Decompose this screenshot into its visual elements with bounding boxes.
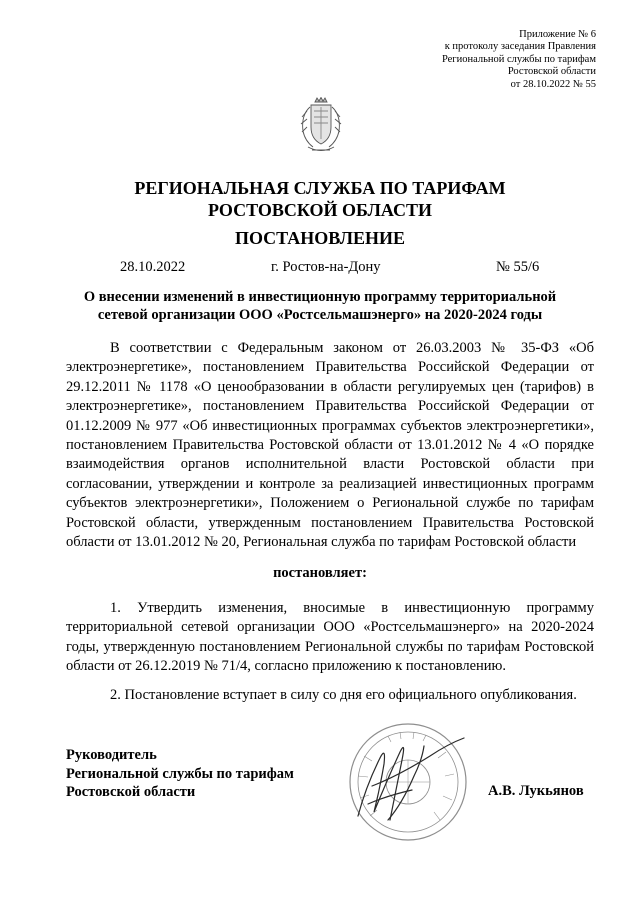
resolution-item-2: 2. Постановление вступает в силу со дня его официального опубликования. [110,687,577,703]
signatory-line-1: Руководитель [66,747,157,763]
resolution-item-1: 1. Утвердить изменения, вносимые в инвестиционную программу территориальной сетевой организации ООО «Ростсельмашэнерго» на 2020-2024 годы, утвержденную постановлением Региональной службы по тарифам Ростовской области от 26.12.2019 № 71/4, согласно приложению к постановлению. [66,600,594,675]
coat-of-arms-icon [298,97,344,155]
decides-heading: постановляет: [273,565,367,581]
document-number: № 55/6 [496,259,540,275]
appendix-line: Региональной службы по тарифам [441,53,596,65]
preamble-paragraph: В соответствии с Федеральным законом от 26.03.2003 № 35-ФЗ «Об электроэнергетике», постановлением Правительства Российской Федерации от 29.12.2011 № 1178 «О ценообразовании в области регулируемых цен (тарифов) в электроэнергетике», постановлением Правительства Российской Федерации от 01.12.2009 № 977 «Об инвестиционных программах субъектов электроэнергетики», постановлением Правительства Ростовской области от 13.01.2012 № 4 «О порядке взаимодействия органов исполнительной власти Ростовской области при согласовании, утверждении и контроле за реализацией инвестиционных программ субъектов электроэнергетики», Положением о Региональной службе по тарифам Ростовской области, утвержденным постановлением Правительства Ростовской области от 13.01.2012 № 20, Региональная служба по тарифам Ростовской области [66,340,594,551]
appendix-line: Приложение № 6 [519,29,596,40]
appendix-line: от 28.10.2022 № 55 [510,78,596,90]
signatory-title [66,746,294,802]
document-city: г. Ростов-на-Дону [271,259,381,275]
signatory-name: А.В. Лукьянов [488,783,584,799]
document-date: 28.10.2022 [120,259,186,275]
signatory-line-3: Ростовской области [66,784,196,800]
handwritten-signature-icon [358,738,464,820]
org-line-1: РЕГИОНАЛЬНАЯ СЛУЖБА ПО ТАРИФАМ [134,178,506,198]
appendix-line: Ростовской области [507,66,596,78]
official-seal-icon [328,716,478,846]
document-type: ПОСТАНОВЛЕНИЕ [234,228,406,248]
subject-line-1: О внесении изменений в инвестиционную программу территориальной [83,289,557,305]
appendix-note [376,29,596,91]
subject-line-2: сетевой организации ООО «Ростсельмашэнерго» на 2020-2024 годы [97,307,543,323]
organization-title [60,177,580,221]
document-subject [60,288,580,324]
org-line-2: РОСТОВСКОЙ ОБЛАСТИ [208,200,432,220]
signatory-line-2: Региональной службы по тарифам [66,765,294,782]
appendix-line: к протоколу заседания Правления [444,41,596,53]
